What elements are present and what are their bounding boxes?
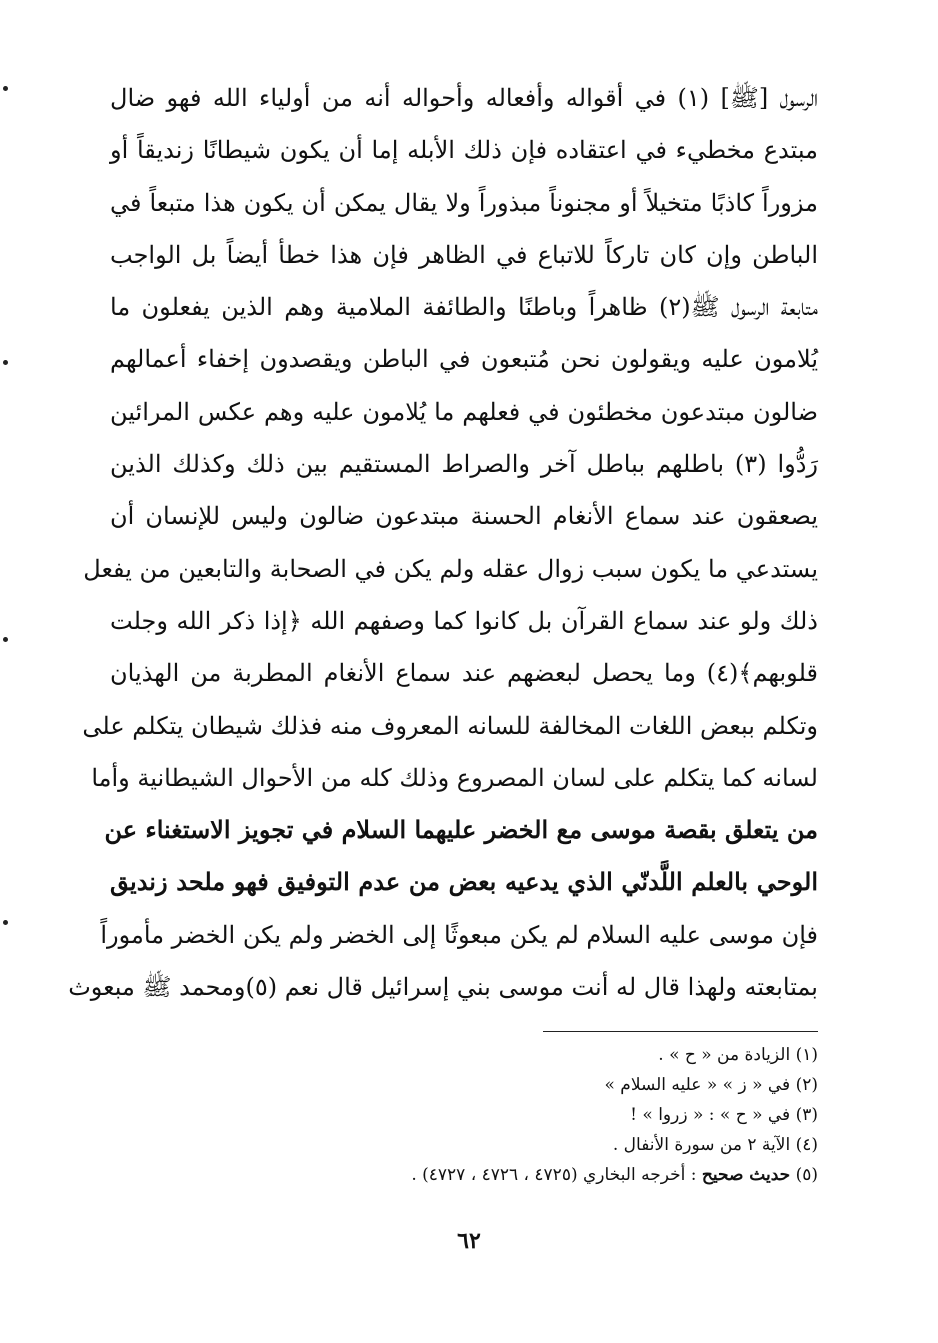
main-text <box>68 72 818 1013</box>
text-line: يصعقون عند سماع الأنغام الحسنة مبتدعون ضالون وليس للإنسان أن <box>110 502 818 531</box>
footnotes <box>278 1040 818 1190</box>
margin-mark <box>3 86 8 91</box>
footnote-2: (٢) في « ز » « عليه السلام » <box>604 1075 818 1095</box>
text-line: فإن موسى عليه السلام لم يكن مبعوثًا إلى الخضر ولم يكن الخضر مأموراً <box>100 920 818 949</box>
text-line: قلوبهم﴾(٤) وما يحصل لبعضهم عند سماع الأنغام المطربة من الهذيان <box>110 659 818 688</box>
footnote-4: (٤) الآية ٢ من سورة الأنفال . <box>612 1135 818 1155</box>
footnote-5-grade: حديث صحيح <box>701 1165 791 1185</box>
margin-mark <box>3 360 8 365</box>
text-line: ذلك ولو عند سماع القرآن بل كانوا كما وصفهم الله ﴿إذا ذكر الله وجلت <box>110 606 818 635</box>
text-line: رَدُّوا (٣) باطلهم بباطل آخر والصراط المستقيم بين ذلك وكذلك الذين <box>110 450 818 479</box>
text-line: مزوراً كاذبًا متخيلاً أو مجنوناً مبذوراً ولا يقال يمكن أن يكون هذا متبعاً في <box>110 188 818 217</box>
margin-mark <box>3 920 8 925</box>
text-line: مبتدع مخطيء في اعتقاده فإن ذلك الأبله إما أن يكون شيطانًا زنديقاً أو <box>110 136 818 165</box>
footnote-1: (١) الزيادة من « ح » . <box>658 1045 818 1065</box>
margin-mark <box>3 637 8 642</box>
footnote-5-text: : أخرجه البخاري (٤٧٢٥ ، ٤٧٢٦ ، ٤٧٢٧) . <box>411 1165 697 1185</box>
footnote-5-marker: (٥) <box>795 1165 818 1185</box>
footnote-5 <box>278 1160 818 1190</box>
text-line: بمتابعته ولهذا قال له أنت موسى بني إسرائيل قال نعم (٥)ومحمد ﷺ مبعوث <box>68 973 818 1002</box>
text-line: متابعة الرسول ﷺ(٢) ظاهراً وباطنًا والطائفة الملامية وهم الذين يفعلون ما <box>110 293 818 322</box>
text-line: الرسول [ﷺ] (١) في أقواله وأفعاله وأحواله أنه من أولياء الله فهو ضال <box>110 84 818 112</box>
footnote-separator <box>543 1031 818 1032</box>
text-line: يستدعي ما يكون سبب زوال عقله ولم يكن في الصحابة والتابعين من يفعل <box>83 554 818 583</box>
text-line: لسانه كما يتكلم على لسان المصروع وذلك كله من الأحوال الشيطانية وأما <box>91 763 818 792</box>
text-line-bold: من يتعلق بقصة موسى مع الخضر عليهما السلام في تجويز الاستغناء عن <box>104 815 818 845</box>
text-line: يُلامون عليه ويقولون نحن مُتبعون في الباطن ويقصدون إخفاء أعمالهم <box>110 345 818 374</box>
footnote-3: (٣) في « ح » : « زروا » ! <box>630 1105 818 1125</box>
text-line-bold: الوحي بالعلم اللَّدنّي الذي يدعيه بعض من عدم التوفيق فهو ملحد زنديق <box>110 867 818 897</box>
text-line: ضالون مبتدعون مخطئون في فعلهم ما يُلامون عليه وهم عكس المرائين <box>110 397 818 426</box>
page-number: ٦٢ <box>457 1228 481 1254</box>
text-line: الباطن وإن كان تاركاً للاتباع في الظاهر فإن هذا خطأ أيضاً بل الواجب <box>110 240 818 269</box>
text-line: وتكلم ببعض اللغات المخالفة للسانه المعروف منه فذلك شيطان يتكلم على <box>82 711 818 740</box>
